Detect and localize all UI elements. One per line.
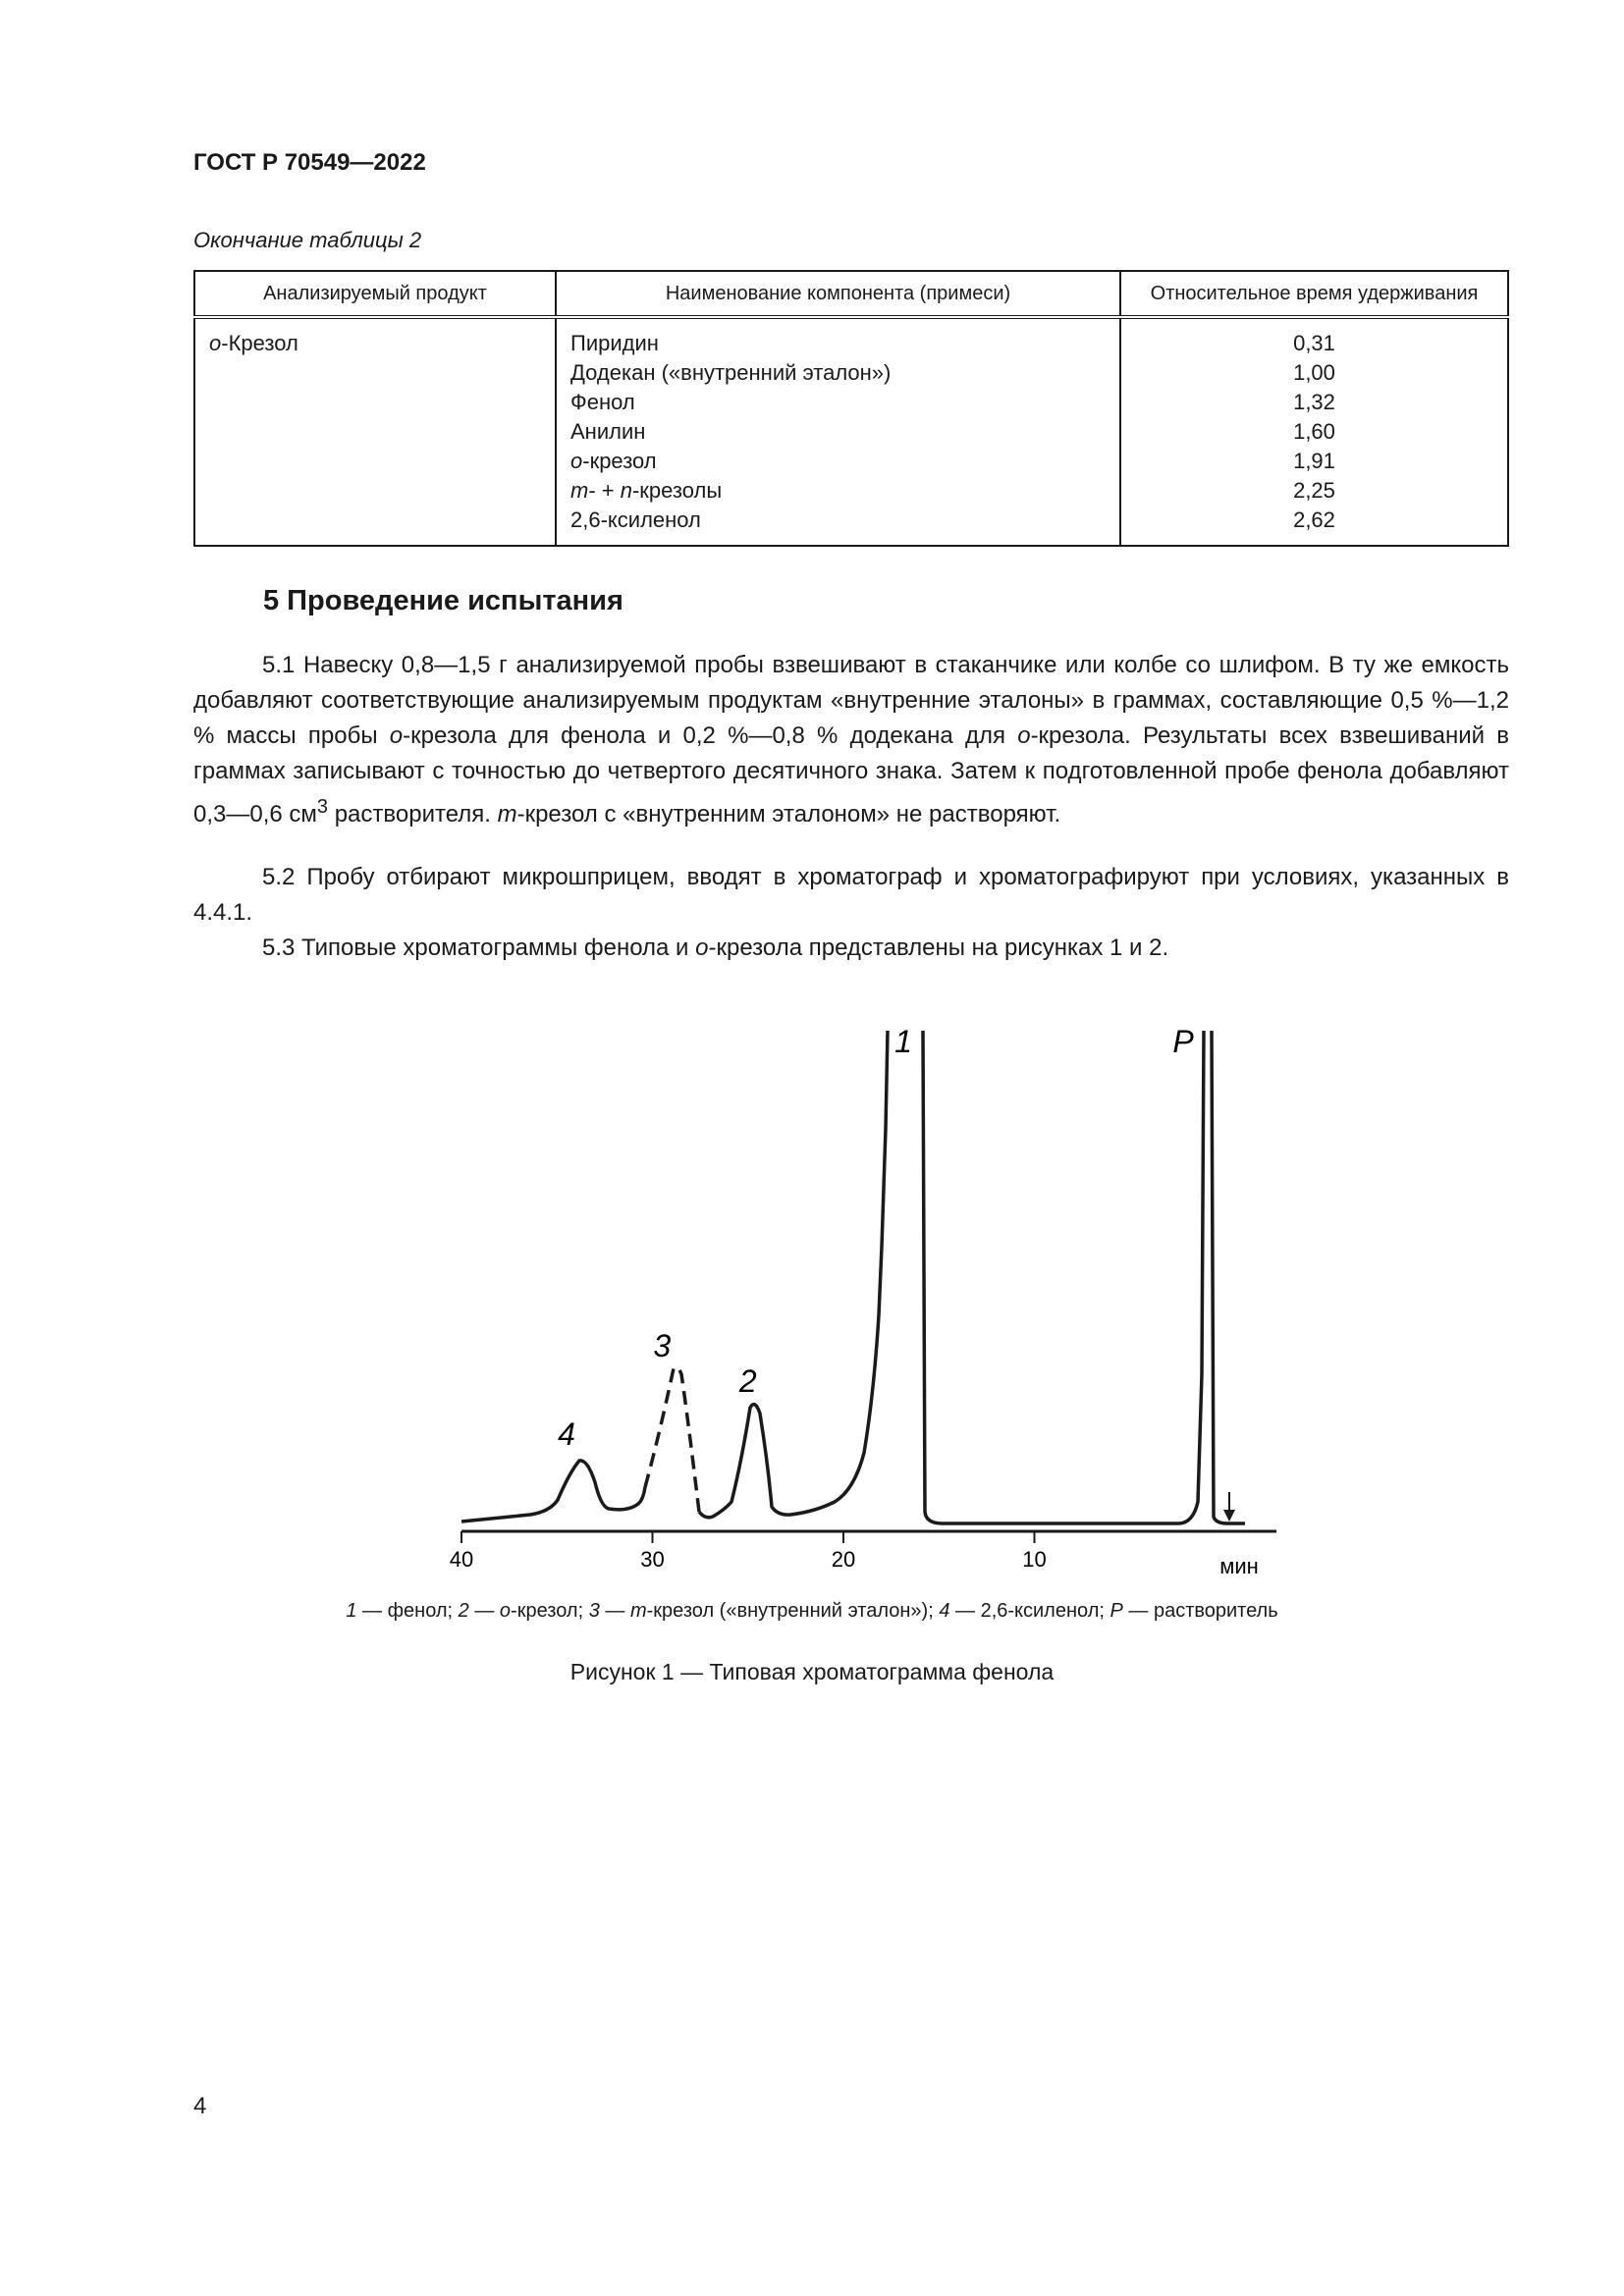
component-name: m- + n-крезолы: [570, 478, 723, 503]
peak-label: P: [1172, 1024, 1194, 1059]
retention-time: 2,62: [1293, 507, 1335, 532]
column-header-product: Анализируемый продукт: [194, 271, 556, 317]
table-row: [194, 317, 1508, 546]
paragraph-5-3: 5.3 Типовые хроматограммы фенола и о-крезола представлены на рисунках 1 и 2.: [262, 934, 1169, 961]
x-axis-label: мин: [1219, 1554, 1259, 1578]
component-name: Пиридин: [570, 331, 659, 355]
retention-time: 2,25: [1293, 478, 1335, 503]
figure-legend: 1 — фенол; 2 — о-крезол; 3 — m-крезол («внутренний эталон»); 4 — 2,6-ксиленол; Р — растворитель: [346, 1600, 1278, 1622]
paragraph-5-1: 5.1 Навеску 0,8—1,5 г анализируемой пробы взвешивают в стаканчике или колбе со шлифом. В ту же емкость добавляют соответствующие анализируемым продуктам «внутренние эталоны» в граммах, составляющие 0,5 %—1,2 % массы пробы о-крезола для фенола и 0,2 %—0,8 % додекана для о-крезола. Результаты всех взвешиваний в граммах записывают с точностью до четвертого десятичного знака. Затем к подготовленной пробе фенола добавляют 0,3—0,6 $см^3$ растворителя. m-крезол с «внутренним эталоном» не растворяют.: [193, 652, 1509, 828]
product-name: о-Крезол: [209, 331, 298, 355]
x-tick-labels: [450, 1547, 1047, 1572]
retention-table: [193, 270, 1509, 547]
chromatogram-trace: [461, 1461, 645, 1522]
paragraph-5-2: 5.2 Пробу отбирают микрошприцем, вводят в хроматограф и хроматографируют при условиях, указанных в 4.4.1.: [193, 864, 1509, 926]
retention-time: 1,60: [1293, 419, 1335, 444]
x-ticks: [461, 1531, 1035, 1543]
times-cell: [1120, 317, 1508, 546]
chromatogram-trace-4: [1212, 1031, 1245, 1523]
document-header: ГОСТ Р 70549—2022: [193, 149, 426, 176]
figure-caption: Рисунок 1 — Типовая хроматограмма фенола: [569, 1659, 1055, 1684]
component-name: о-крезол: [570, 449, 657, 473]
table-header-row: [194, 271, 1508, 317]
retention-time: 1,91: [1293, 449, 1335, 473]
column-header-component: Наименование компонента (примеси): [556, 271, 1120, 317]
chromatogram-trace-dashed: [645, 1367, 699, 1512]
section-title: 5 Проведение испытания: [263, 585, 623, 616]
peak-labels: [558, 1024, 1194, 1452]
chromatogram-trace-2: [699, 1031, 888, 1518]
component-name: Анилин: [570, 419, 646, 444]
x-tick-label: 10: [1022, 1547, 1047, 1572]
chromatogram-figure: [0, 1001, 1624, 1688]
peak-label: 1: [894, 1024, 912, 1059]
retention-time: 0,31: [1293, 331, 1335, 355]
component-name: Додекан («внутренний эталон»): [570, 360, 892, 385]
peak-label: 4: [558, 1416, 575, 1452]
column-header-time: Относительное время удерживания: [1120, 271, 1508, 317]
peak-label: 3: [653, 1328, 672, 1363]
x-tick-label: 40: [449, 1547, 474, 1572]
x-tick-label: 30: [640, 1547, 665, 1572]
x-tick-label: 20: [831, 1547, 856, 1572]
product-cell: [194, 317, 556, 546]
retention-time: 1,00: [1293, 360, 1335, 385]
table-caption: Окончание таблицы 2: [193, 228, 422, 252]
page-number: 4: [193, 2093, 207, 2119]
injection-arrow-head: [1223, 1510, 1235, 1522]
component-name: Фенол: [570, 390, 635, 414]
chromatogram-chart: [0, 1001, 1624, 1610]
peak-label: 2: [738, 1363, 757, 1399]
retention-time: 1,32: [1293, 390, 1335, 414]
component-name: 2,6-ксиленол: [570, 507, 701, 532]
chromatogram-trace-3: [923, 1031, 1204, 1523]
components-cell: [556, 317, 1120, 546]
